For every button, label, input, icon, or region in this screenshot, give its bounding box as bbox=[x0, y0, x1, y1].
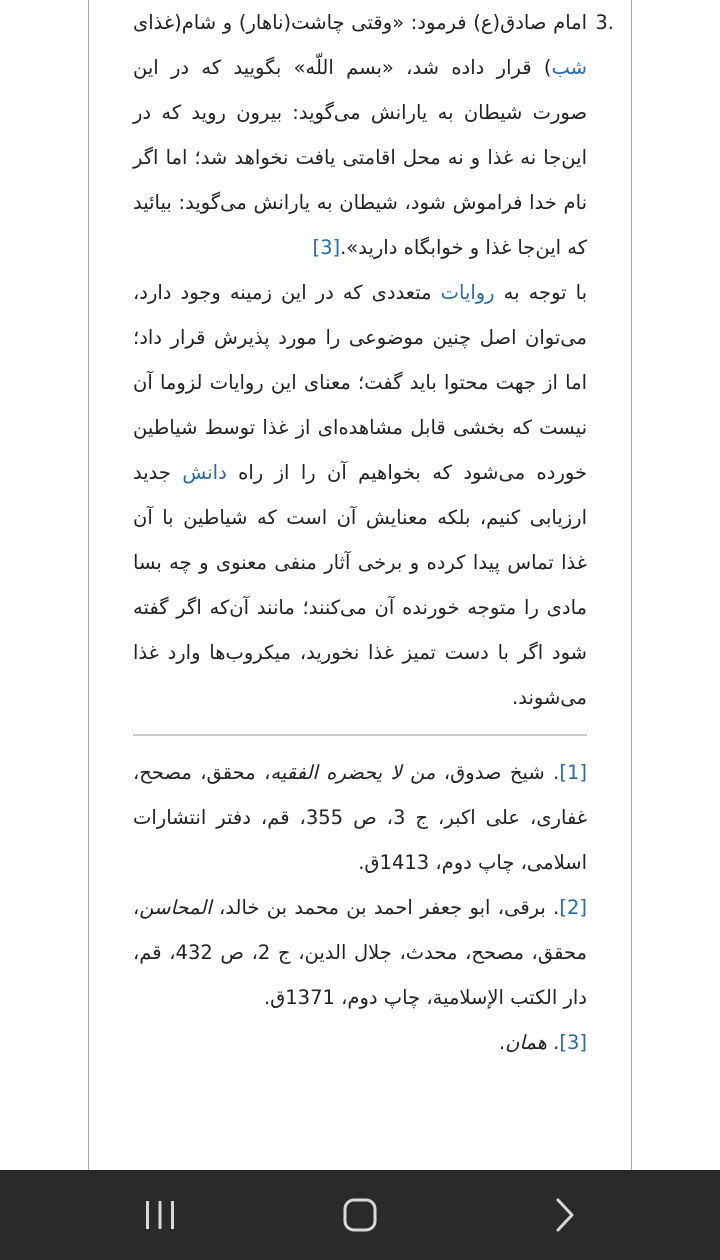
recent-apps-button[interactable] bbox=[130, 1190, 190, 1240]
reference-text: . برقی، ابو جعفر احمد بن محمد بن خالد، bbox=[211, 896, 560, 919]
reference-backlink-2[interactable]: [2] bbox=[559, 896, 587, 919]
reference-text: ، محقق، مصحح، غفاری، علی اکبر، ج 3، ص 355، قم، دفتر انتشارات اسلامی، چاپ دوم، 1413ق. bbox=[133, 761, 588, 874]
references-divider bbox=[133, 734, 587, 736]
reference-title: من لا یحضره الفقیه bbox=[270, 761, 436, 784]
item3-text-2: ) قرار داده شد، «بسم اللّه» بگویید که در این صورت شیطان به یارانش می‌گوید: بیرون روید که در این‌جا نه غذا و نه محل اقامتی یافت نخواهد شد؛ اما اگر نام خدا فراموش شود، شیطان به یارانش می‌گوید: بیائید که این‌جا غذا و خوابگاه دارید». bbox=[133, 56, 587, 259]
item3-text-1: امام صادق(ع) فرمود: «وقتی چاشت(ناهار) و شام(غذای bbox=[133, 11, 587, 34]
reference-item-2 bbox=[133, 885, 587, 1020]
footnote-link-3[interactable]: [3] bbox=[312, 236, 341, 259]
paragraph-text-1: با توجه به bbox=[494, 281, 587, 304]
link-revayat[interactable]: روایات bbox=[440, 281, 495, 304]
paragraph-text-2: متعددی که در این زمینه وجود دارد، می‌توان اصل چنین موضوعی را مورد پذیرش قرار داد؛ اما از جهت محتوا باید گفت؛ معنای این روایات لزوما آن نیست که بخشی قابل مشاهده‌ای از غذا توسط شیاطین خورده می‌شود که بخواهیم آن را از راه bbox=[133, 281, 587, 484]
back-button[interactable] bbox=[533, 1190, 593, 1240]
reference-item-1 bbox=[133, 750, 587, 885]
link-danesh[interactable]: دانش bbox=[182, 461, 227, 484]
paragraph-text-3: جدید ارزیابی کنیم، بلکه معنایش آن است که شیاطین با آن غذا تماس پیدا کرده و برخی آثار منفی معنوی و چه بسا مادی را متوجه خورنده آن می‌کنند؛ مانند آن‌که اگر گفته شود اگر با دست تمیز غذا نخورید، میکروب‌ها وارد غذا می‌شوند. bbox=[133, 461, 587, 709]
reference-backlink-1[interactable]: [1] bbox=[559, 761, 587, 784]
list-item-3 bbox=[133, 0, 614, 270]
reference-text: ، محقق، مصحح، محدث، جلال الدین، ج 2، ص 432، قم، دار الکتب الإسلامیة، چاپ دوم، 1371ق. bbox=[133, 896, 587, 1009]
android-navigation-bar bbox=[0, 1170, 720, 1260]
recent-apps-icon bbox=[143, 1198, 177, 1232]
reference-text: . bbox=[546, 1031, 560, 1054]
article-content bbox=[133, 0, 614, 1065]
reference-item-3 bbox=[133, 1020, 587, 1065]
reference-title: همان bbox=[505, 1031, 547, 1054]
reference-backlink-3[interactable]: [3] bbox=[559, 1031, 587, 1054]
back-icon bbox=[548, 1197, 578, 1233]
link-shab[interactable]: شب bbox=[551, 56, 587, 79]
reference-title: المحاسن bbox=[139, 896, 212, 919]
home-icon bbox=[342, 1197, 378, 1233]
body-paragraph bbox=[133, 270, 587, 720]
reference-text: . شیخ صدوق، bbox=[435, 761, 560, 784]
home-button[interactable] bbox=[330, 1190, 390, 1240]
reference-text: . bbox=[498, 1031, 506, 1054]
list-item-number: 3. bbox=[595, 11, 614, 34]
